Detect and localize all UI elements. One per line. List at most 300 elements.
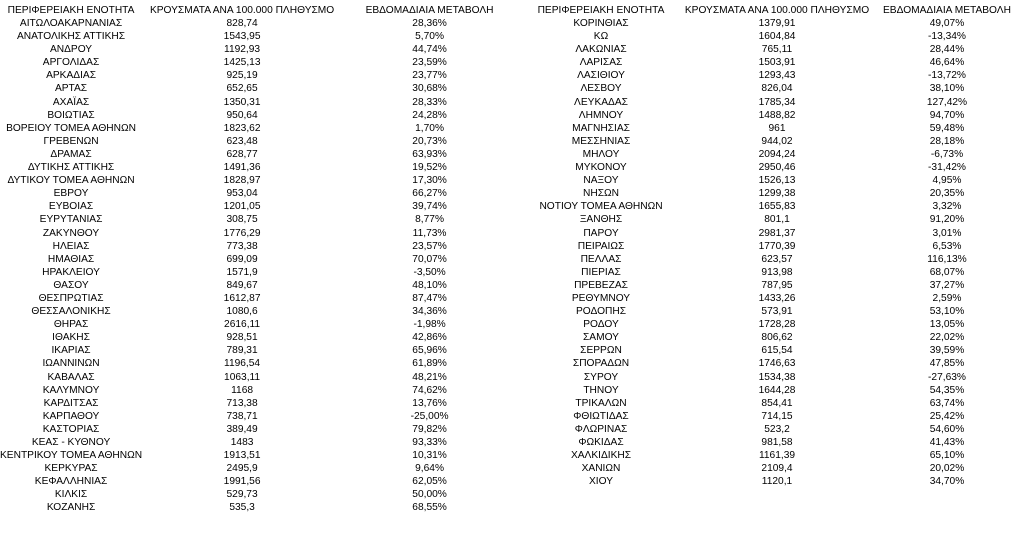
table-row xyxy=(525,371,1017,384)
table-row xyxy=(525,436,1017,449)
cases-cell: 849,67 xyxy=(226,279,258,291)
cases-cell: 765,11 xyxy=(761,44,793,56)
table-row xyxy=(525,318,1017,331)
region-cell: ΝΟΤΙΟΥ ΤΟΜΕΑ ΑΘΗΝΩΝ xyxy=(539,201,663,213)
change-cell: 70,07% xyxy=(412,253,447,265)
table-row xyxy=(525,122,1017,135)
cases-cell: 1168 xyxy=(231,384,254,396)
change-cell: 3,32% xyxy=(932,201,962,213)
cases-cell: 1350,31 xyxy=(223,96,261,108)
table-row xyxy=(0,161,517,174)
change-cell: 4,95% xyxy=(932,175,962,187)
table-row xyxy=(0,240,517,253)
region-cell: ΜΥΚΟΝΟΥ xyxy=(575,162,627,174)
change-cell: 23,59% xyxy=(412,57,447,69)
cases-cell: 1612,87 xyxy=(223,292,261,304)
region-cell: ΖΑΚΥΝΘΟΥ xyxy=(42,227,100,239)
table-row xyxy=(0,449,517,462)
cases-cell: 529,73 xyxy=(226,489,258,501)
table-row xyxy=(0,82,517,95)
cases-cell: 1196,54 xyxy=(224,358,261,370)
cases-cell: 573,91 xyxy=(761,306,793,318)
change-cell: 79,82% xyxy=(412,423,447,435)
region-cell: ΚΑΣΤΟΡΙΑΣ xyxy=(42,423,100,435)
cases-cell: 1526,13 xyxy=(758,175,796,187)
region-cell: ΑΙΤΩΛΟΑΚΑΡΝΑΝΙΑΣ xyxy=(19,18,123,29)
change-cell: 49,07% xyxy=(929,18,965,29)
region-cell: ΗΛΕΙΑΣ xyxy=(52,240,90,252)
table-row xyxy=(525,96,1017,109)
cases-cell: 828,74 xyxy=(226,18,258,29)
left-table-body xyxy=(0,17,517,515)
region-cell: ΚΑΛΥΜΝΟΥ xyxy=(42,384,100,396)
table-row xyxy=(525,135,1017,148)
region-cell: ΤΗΝΟΥ xyxy=(583,384,619,396)
region-cell: ΣΠΟΡΑΔΩΝ xyxy=(572,358,630,370)
change-cell: 63,93% xyxy=(412,148,447,160)
change-cell: 20,35% xyxy=(929,188,965,200)
region-cell: ΒΟΡΕΙΟΥ ΤΟΜΕΑ ΑΘΗΝΩΝ xyxy=(6,122,136,134)
table-row xyxy=(0,109,517,122)
table-row xyxy=(525,266,1017,279)
region-cell: ΕΒΡΟΥ xyxy=(53,188,89,200)
table-row xyxy=(0,292,517,305)
cases-cell: 2094,24 xyxy=(758,148,796,160)
region-cell: ΑΡΓΟΛΙΔΑΣ xyxy=(42,57,100,69)
change-cell: 62,05% xyxy=(412,476,447,488)
change-cell: 48,10% xyxy=(412,279,447,291)
table-row xyxy=(525,475,1017,488)
change-cell: 41,43% xyxy=(929,437,965,448)
change-cell: 28,36% xyxy=(412,18,447,29)
cases-cell: 1770,39 xyxy=(758,240,796,252)
table-row xyxy=(525,279,1017,292)
change-cell: 46,64% xyxy=(929,57,965,69)
change-cell: 48,21% xyxy=(412,371,447,383)
cases-cell: 623,57 xyxy=(761,253,793,265)
region-cell: ΧΑΝΙΩΝ xyxy=(581,463,621,475)
table-row xyxy=(0,318,517,331)
table-row xyxy=(0,253,517,266)
change-cell: 37,27% xyxy=(929,279,965,291)
region-cell: ΜΗΛΟΥ xyxy=(582,148,620,160)
change-cell: 11,73% xyxy=(412,227,447,239)
cases-cell: 1293,43 xyxy=(758,70,796,82)
change-cell: 39,74% xyxy=(412,201,447,213)
table-row xyxy=(0,213,517,226)
table-row xyxy=(0,436,517,449)
change-header: ΕΒΔΟΜΑΔΙΑΙΑ ΜΕΤΑΒΟΛΗ xyxy=(883,5,1011,16)
region-cell: ΑΡΚΑΔΙΑΣ xyxy=(46,70,96,82)
change-cell: 65,96% xyxy=(412,345,447,357)
table-row xyxy=(525,43,1017,56)
region-cell: ΡΟΔΟΥ xyxy=(583,319,619,331)
change-cell: 44,74% xyxy=(412,44,447,56)
region-cell: ΧΑΛΚΙΔΙΚΗΣ xyxy=(570,450,632,462)
table-row xyxy=(525,69,1017,82)
change-cell: 13,76% xyxy=(412,397,447,409)
region-cell: ΑΡΤΑΣ xyxy=(54,83,88,95)
table-row xyxy=(525,174,1017,187)
change-cell: 59,48% xyxy=(929,122,965,134)
change-cell: 6,53% xyxy=(932,240,962,252)
region-cell: ΦΘΙΩΤΙΔΑΣ xyxy=(573,410,629,422)
region-cell: ΜΕΣΣΗΝΙΑΣ xyxy=(571,135,631,147)
region-cell: ΑΝΔΡΟΥ xyxy=(49,44,93,56)
cases-cell: 1161,39 xyxy=(758,450,796,462)
cases-cell: 981,58 xyxy=(761,437,793,448)
cases-cell: 789,31 xyxy=(226,345,258,357)
region-cell: ΑΝΑΤΟΛΙΚΗΣ ΑΤΤΙΚΗΣ xyxy=(16,31,126,43)
table-row xyxy=(0,475,517,488)
table-row xyxy=(0,279,517,292)
change-cell: 38,10% xyxy=(929,83,965,95)
change-cell: 127,42% xyxy=(926,96,968,108)
cases-cell: 925,19 xyxy=(226,70,258,82)
change-cell: -31,42% xyxy=(928,162,966,174)
cases-cell: 826,04 xyxy=(761,83,793,95)
change-cell: -25,00% xyxy=(410,410,449,422)
cases-cell: 1746,63 xyxy=(758,358,796,370)
table-row xyxy=(525,82,1017,95)
cases-cell: 1991,56 xyxy=(223,476,261,488)
table-row xyxy=(525,423,1017,436)
cases-cell: 1379,91 xyxy=(758,18,796,29)
region-cell: ΠΕΛΛΑΣ xyxy=(580,253,622,265)
table-row xyxy=(0,331,517,344)
table-row xyxy=(0,187,517,200)
table-row xyxy=(525,148,1017,161)
cases-cell: 1571,9 xyxy=(226,266,258,278)
region-cell: ΛΕΣΒΟΥ xyxy=(580,83,622,95)
cases-cell: 628,77 xyxy=(226,148,258,160)
header-row xyxy=(0,5,517,17)
cases-cell: 806,62 xyxy=(761,332,793,344)
region-cell: ΑΧΑΪΑΣ xyxy=(52,96,90,108)
region-cell: ΦΛΩΡΙΝΑΣ xyxy=(574,423,628,435)
cases-cell: 713,38 xyxy=(226,397,258,409)
table-row xyxy=(0,96,517,109)
cases-cell: 1483 xyxy=(230,437,254,448)
cases-cell: 1488,82 xyxy=(758,109,796,121)
change-cell: 94,70% xyxy=(929,109,965,121)
change-cell: 66,27% xyxy=(412,188,447,200)
region-cell: ΚΑΡΠΑΘΟΥ xyxy=(42,410,100,422)
region-cell: ΣΑΜΟΥ xyxy=(583,332,619,344)
cases-cell: 308,75 xyxy=(226,214,258,226)
table-row xyxy=(0,227,517,240)
table-row xyxy=(525,17,1017,30)
cases-cell: 714,15 xyxy=(761,410,793,422)
cases-cell: 787,95 xyxy=(761,279,793,291)
region-cell: ΓΡΕΒΕΝΩΝ xyxy=(43,135,99,147)
region-cell: ΣΥΡΟΥ xyxy=(583,371,619,383)
cases-cell: 1776,29 xyxy=(223,227,261,239)
table-row xyxy=(0,56,517,69)
change-cell: 53,10% xyxy=(929,306,965,318)
table-row xyxy=(0,488,517,501)
change-cell: 28,33% xyxy=(412,96,447,108)
region-cell: ΠΑΡΟΥ xyxy=(583,227,619,239)
region-cell: ΛΑΣΙΘΙΟΥ xyxy=(577,70,625,82)
region-header: ΠΕΡΙΦΕΡΕΙΑΚΗ ΕΝΟΤΗΤΑ xyxy=(7,5,135,16)
region-cell: ΚΑΒΑΛΑΣ xyxy=(47,371,95,383)
region-cell: ΛΗΜΝΟΥ xyxy=(578,109,624,121)
region-cell: ΚΕΡΚΥΡΑΣ xyxy=(44,463,98,475)
change-cell: 25,42% xyxy=(929,410,965,422)
right-table xyxy=(525,5,1017,488)
table-row xyxy=(525,227,1017,240)
cases-cell: 950,64 xyxy=(226,109,258,121)
change-cell: -1,98% xyxy=(413,319,446,331)
region-cell: ΚΟΡΙΝΘΙΑΣ xyxy=(573,18,629,29)
change-cell: -27,63% xyxy=(928,371,966,383)
change-cell: 3,01% xyxy=(932,227,962,239)
region-cell: ΤΡΙΚΑΛΩΝ xyxy=(575,397,627,409)
table-row xyxy=(0,501,517,514)
cases-cell: 1063,11 xyxy=(224,371,261,383)
change-cell: -13,34% xyxy=(928,31,966,43)
region-cell: ΜΑΓΝΗΣΙΑΣ xyxy=(572,122,630,134)
cases-cell: 523,2 xyxy=(764,423,790,435)
table-row xyxy=(525,305,1017,318)
region-cell: ΛΕΥΚΑΔΑΣ xyxy=(574,96,628,108)
right-table-body xyxy=(525,17,1017,488)
change-cell: 87,47% xyxy=(412,292,447,304)
table-row xyxy=(0,69,517,82)
table-row xyxy=(525,384,1017,397)
cases-cell: 1192,93 xyxy=(224,44,261,56)
change-cell: 10,31% xyxy=(412,450,447,462)
change-cell: 2,59% xyxy=(932,292,962,304)
table-row xyxy=(525,56,1017,69)
change-cell: 9,64% xyxy=(415,463,445,475)
region-cell: ΗΡΑΚΛΕΙΟΥ xyxy=(42,266,100,278)
cases-cell: 1433,26 xyxy=(758,292,796,304)
left-table xyxy=(0,5,517,515)
cases-cell: 2981,37 xyxy=(758,227,796,239)
table-row xyxy=(0,135,517,148)
region-cell: ΙΘΑΚΗΣ xyxy=(52,332,90,344)
region-cell: ΚΟΖΑΝΗΣ xyxy=(46,502,96,514)
region-cell: ΚΕΑΣ - ΚΥΘΝΟΥ xyxy=(31,437,111,448)
cases-cell: 1534,38 xyxy=(758,371,796,383)
region-header: ΠΕΡΙΦΕΡΕΙΑΚΗ ΕΝΟΤΗΤΑ xyxy=(537,5,665,16)
table-row xyxy=(0,148,517,161)
region-cell: ΛΑΡΙΣΑΣ xyxy=(579,57,623,69)
cases-cell: 1644,28 xyxy=(758,384,796,396)
table-row xyxy=(525,331,1017,344)
region-cell: ΠΙΕΡΙΑΣ xyxy=(581,266,621,278)
region-cell: ΘΑΣΟΥ xyxy=(53,279,89,291)
table-row xyxy=(0,200,517,213)
change-cell: -3,50% xyxy=(413,266,446,278)
table-row xyxy=(0,462,517,475)
region-cell: ΔΥΤΙΚΗΣ ΑΤΤΙΚΗΣ xyxy=(27,162,115,174)
change-cell: 19,52% xyxy=(412,162,447,174)
region-cell: ΚΙΛΚΙΣ xyxy=(54,489,88,501)
table-row xyxy=(525,161,1017,174)
change-cell: 22,02% xyxy=(929,332,965,344)
table-row xyxy=(0,397,517,410)
cases-cell: 1543,95 xyxy=(223,31,261,43)
table-row xyxy=(0,43,517,56)
change-cell: 116,13% xyxy=(927,253,967,265)
cases-cell: 1425,13 xyxy=(223,57,261,69)
table-row xyxy=(0,30,517,43)
region-cell: ΣΕΡΡΩΝ xyxy=(580,345,622,357)
change-cell: 63,74% xyxy=(929,397,965,409)
region-cell: ΚΕΦΑΛΛΗΝΙΑΣ xyxy=(34,476,108,488)
table-row xyxy=(525,410,1017,423)
cases-cell: 535,3 xyxy=(229,502,255,514)
table-row xyxy=(525,213,1017,226)
cases-header: ΚΡΟΥΣΜΑΤΑ ΑΝΑ 100.000 ΠΛΗΘΥΣΜΟ xyxy=(149,5,335,16)
cases-cell: 1728,28 xyxy=(758,319,796,331)
header-row xyxy=(525,5,1017,17)
table-row xyxy=(525,462,1017,475)
cases-cell: 623,48 xyxy=(226,135,258,147)
region-cell: ΘΕΣΠΡΩΤΙΑΣ xyxy=(38,292,104,304)
region-cell: ΚΩ xyxy=(593,31,609,43)
table-row xyxy=(0,357,517,370)
cases-cell: 961 xyxy=(768,122,786,134)
region-cell: ΕΥΡΥΤΑΝΙΑΣ xyxy=(39,214,103,226)
cases-cell: 1823,62 xyxy=(223,122,261,134)
cases-cell: 1503,91 xyxy=(758,57,796,69)
region-cell: ΠΕΙΡΑΙΩΣ xyxy=(577,240,625,252)
change-cell: 17,30% xyxy=(412,175,447,187)
cases-cell: 2950,46 xyxy=(758,162,796,174)
change-cell: 34,36% xyxy=(412,306,447,318)
change-cell: 42,86% xyxy=(412,332,447,344)
table-row xyxy=(525,253,1017,266)
table-row xyxy=(0,371,517,384)
table-row xyxy=(525,449,1017,462)
table-row xyxy=(0,423,517,436)
change-cell: 65,10% xyxy=(929,450,965,462)
cases-cell: 738,71 xyxy=(226,410,258,422)
region-cell: ΘΕΣΣΑΛΟΝΙΚΗΣ xyxy=(31,306,111,318)
change-cell: 91,20% xyxy=(929,214,965,226)
change-cell: 20,02% xyxy=(929,463,965,475)
cases-cell: 652,65 xyxy=(226,83,258,95)
region-cell: ΔΥΤΙΚΟΥ ΤΟΜΕΑ ΑΘΗΝΩΝ xyxy=(7,175,135,187)
change-cell: 28,44% xyxy=(929,44,965,56)
table-row xyxy=(525,240,1017,253)
table-row xyxy=(525,357,1017,370)
change-cell: 8,77% xyxy=(415,214,445,226)
region-cell: ΔΡΑΜΑΣ xyxy=(50,148,92,160)
cases-cell: 854,41 xyxy=(761,397,793,409)
table-row xyxy=(0,344,517,357)
change-cell: 23,77% xyxy=(412,70,447,82)
table-row xyxy=(525,200,1017,213)
table-row xyxy=(0,410,517,423)
table-row xyxy=(525,397,1017,410)
change-cell: 30,68% xyxy=(412,83,447,95)
table-row xyxy=(525,344,1017,357)
region-cell: ΙΩΑΝΝΙΝΩΝ xyxy=(42,358,100,370)
change-cell: 47,85% xyxy=(929,358,965,370)
cases-cell: 615,54 xyxy=(761,345,793,357)
region-cell: ΘΗΡΑΣ xyxy=(53,319,89,331)
change-cell: 23,57% xyxy=(412,240,447,252)
cases-cell: 913,98 xyxy=(761,266,793,278)
table-row xyxy=(0,17,517,30)
change-cell: 5,70% xyxy=(415,31,445,43)
table-row xyxy=(525,292,1017,305)
cases-cell: 1785,34 xyxy=(758,96,796,108)
cases-cell: 944,02 xyxy=(761,135,793,147)
change-cell: 20,73% xyxy=(412,135,447,147)
cases-cell: 699,09 xyxy=(226,253,258,265)
change-cell: 93,33% xyxy=(412,437,447,448)
region-cell: ΡΕΘΥΜΝΟΥ xyxy=(571,292,631,304)
region-cell: ΙΚΑΡΙΑΣ xyxy=(51,345,91,357)
change-cell: 54,35% xyxy=(929,384,965,396)
cases-cell: 389,49 xyxy=(226,423,258,435)
table-row xyxy=(525,187,1017,200)
change-header: ΕΒΔΟΜΑΔΙΑΙΑ ΜΕΤΑΒΟΛΗ xyxy=(365,5,494,16)
region-cell: ΠΡΕΒΕΖΑΣ xyxy=(574,279,628,291)
change-cell: 68,07% xyxy=(929,266,965,278)
change-cell: 61,89% xyxy=(412,358,447,370)
change-cell: 54,60% xyxy=(929,423,965,435)
cases-cell: 928,51 xyxy=(226,332,258,344)
region-cell: ΝΗΣΩΝ xyxy=(583,188,619,200)
region-cell: ΕΥΒΟΙΑΣ xyxy=(48,201,94,213)
cases-cell: 1120,1 xyxy=(761,476,793,488)
table-row xyxy=(0,122,517,135)
change-cell: 13,05% xyxy=(929,319,965,331)
region-cell: ΚΑΡΔΙΤΣΑΣ xyxy=(43,397,99,409)
cases-cell: 2109,4 xyxy=(761,463,793,475)
cases-header: ΚΡΟΥΣΜΑΤΑ ΑΝΑ 100.000 ΠΛΗΘΥΣΜΟ xyxy=(684,5,870,16)
cases-cell: 801,1 xyxy=(764,214,790,226)
region-cell: ΞΑΝΘΗΣ xyxy=(579,214,623,226)
cases-cell: 2495,9 xyxy=(226,463,258,475)
region-cell: ΝΑΞΟΥ xyxy=(583,175,619,187)
region-cell: ΒΟΙΩΤΙΑΣ xyxy=(47,109,95,121)
table-row xyxy=(0,174,517,187)
cases-cell: 1604,84 xyxy=(758,31,796,43)
region-cell: ΦΩΚΙΔΑΣ xyxy=(578,437,624,448)
cases-cell: 1913,51 xyxy=(223,450,261,462)
change-cell: 74,62% xyxy=(412,384,447,396)
cases-cell: 953,04 xyxy=(226,188,258,200)
table-row xyxy=(0,266,517,279)
cases-cell: 1491,36 xyxy=(223,162,261,174)
region-cell: ΛΑΚΩΝΙΑΣ xyxy=(575,44,627,56)
region-cell: ΡΟΔΟΠΗΣ xyxy=(575,306,627,318)
change-cell: 1,70% xyxy=(415,122,445,134)
change-cell: 39,59% xyxy=(929,345,965,357)
cases-cell: 1201,05 xyxy=(223,201,261,213)
cases-cell: 1299,38 xyxy=(758,188,796,200)
cases-cell: 1655,83 xyxy=(758,201,796,213)
table-row xyxy=(525,109,1017,122)
table-row xyxy=(0,384,517,397)
table-row xyxy=(525,30,1017,43)
cases-cell: 2616,11 xyxy=(224,319,261,331)
change-cell: 24,28% xyxy=(412,109,447,121)
region-cell: ΧΙΟΥ xyxy=(588,476,614,488)
region-cell: ΗΜΑΘΙΑΣ xyxy=(47,253,95,265)
table-row xyxy=(0,305,517,318)
change-cell: -6,73% xyxy=(930,148,964,160)
cases-cell: 773,38 xyxy=(226,240,258,252)
